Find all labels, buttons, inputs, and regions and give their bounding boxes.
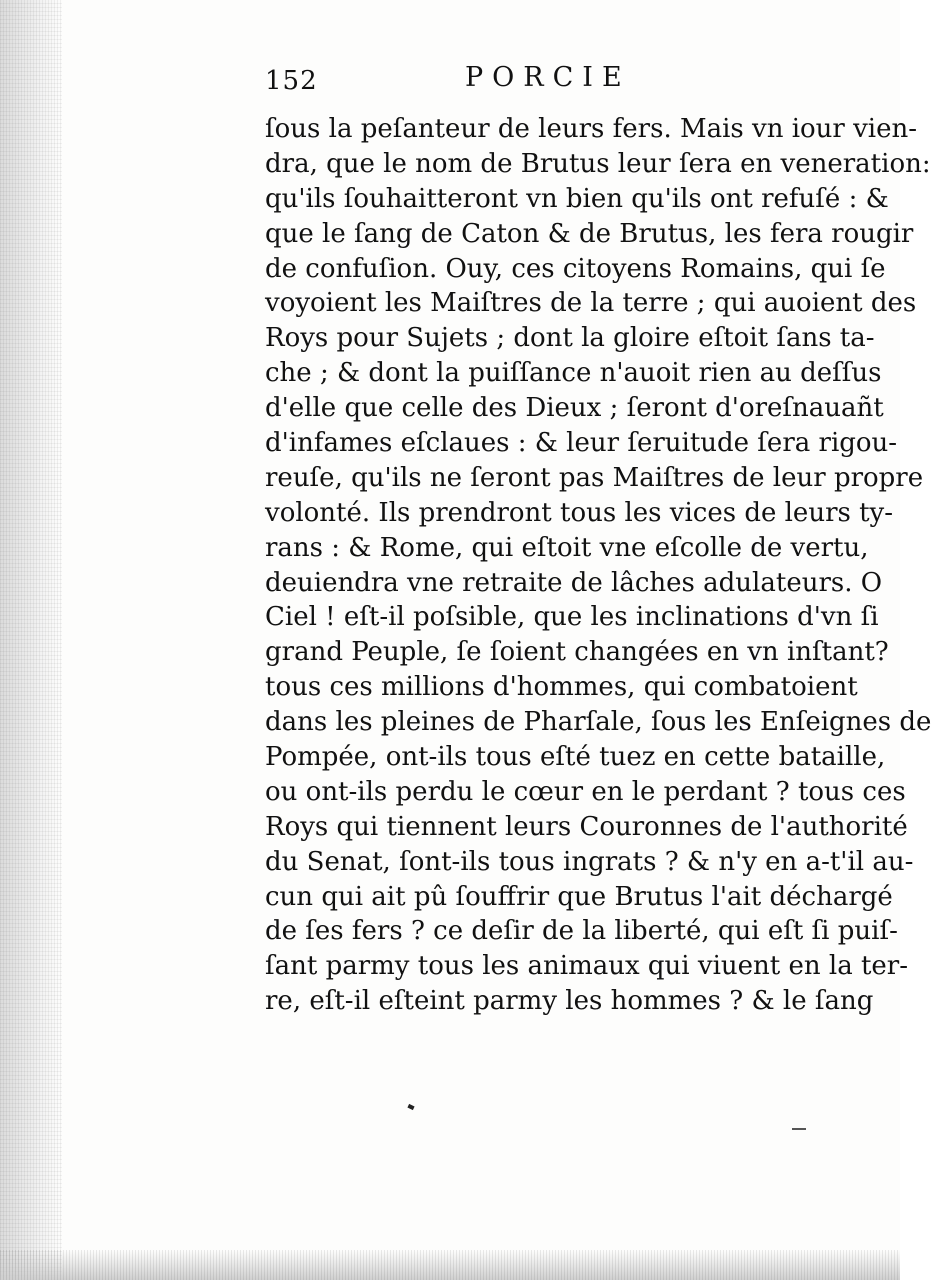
text-line: re, eſt-il eſteint parmy les hommes ? & le ſang: [265, 986, 874, 1017]
text-line: volonté. Ils prendront tous les vices de leurs ty-: [265, 497, 894, 528]
text-line: reuſe, qu'ils ne ſeront pas Maiſtres de leur propre: [265, 462, 924, 493]
text-line: du Senat, ſont-ils tous ingrats ? & n'y en a-t'il au-: [265, 846, 914, 877]
scan-edge-bottom: [0, 1250, 900, 1280]
page-number: 152: [265, 66, 318, 96]
text-line: Roys qui tiennent leurs Couronnes de l'authorité: [265, 811, 908, 842]
body-text: [265, 112, 931, 1019]
text-line: rans : & Rome, qui eſtoit vne eſcolle de vertu,: [265, 532, 869, 563]
text-line: che ; & dont la puiſſance n'auoit rien au deſſus: [265, 358, 882, 389]
text-line: Ciel ! eſt-il poſsible, que les inclinations d'vn ſi: [265, 602, 879, 633]
text-line: Roys pour Sujets ; dont la gloire eſtoit ſans ta-: [265, 323, 875, 354]
text-line: ſous la peſanteur de leurs fers. Mais vn iour vien-: [265, 114, 918, 144]
text-line: tous ces millions d'hommes, qui combatoient: [265, 672, 858, 703]
running-title: PORCIE: [465, 62, 631, 93]
text-line: qu'ils ſouhaitteront vn bien qu'ils ont refuſé : &: [265, 183, 889, 214]
text-line: d'elle que celle des Dieux ; ſeront d'oreſnauañt: [265, 393, 884, 424]
text-line: d'infames eſclaues : & leur ſeruitude ſera rigou-: [265, 428, 898, 459]
ink-speck: [407, 1104, 414, 1110]
text-line: grand Peuple, ſe ſoient changées en vn inſtant?: [265, 637, 889, 668]
text-line: de ſes fers ? ce deſir de la liberté, qui eſt ſi puiſ-: [265, 916, 898, 947]
ink-speck: [792, 1128, 806, 1130]
text-line: cun qui ait pû ſouffrir que Brutus l'ait déchargé: [265, 881, 893, 912]
text-line: deuiendra vne retraite de lâches adulateurs. O: [265, 567, 883, 598]
text-line: Pompée, ont-ils tous eſté tuez en cette bataille,: [265, 742, 886, 773]
text-line: dans les pleines de Pharſale, ſous les Enſeignes de: [265, 707, 931, 738]
page-header: [265, 62, 850, 102]
scan-edge-left: [0, 0, 62, 1280]
text-line: ou ont-ils perdu le cœur en le perdant ? tous ces: [265, 776, 906, 807]
text-line: voyoient les Maiſtres de la terre ; qui auoient des: [265, 288, 917, 319]
text-line: dra, que le nom de Brutus leur ſera en veneration:: [265, 148, 931, 179]
text-line: de confuſion. Ouy, ces citoyens Romains, qui ſe: [265, 253, 886, 284]
text-line: ſant parmy tous les animaux qui viuent en la ter-: [265, 951, 909, 982]
text-line: que le ſang de Caton & de Brutus, les fera rougir: [265, 218, 914, 249]
